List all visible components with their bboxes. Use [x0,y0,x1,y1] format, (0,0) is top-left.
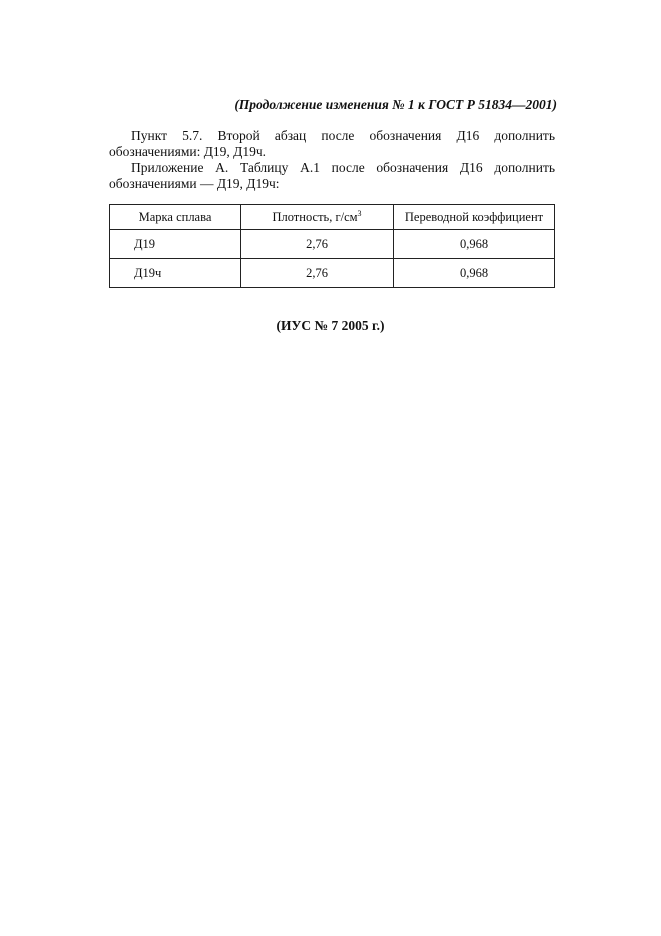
document-footer: (ИУС № 7 2005 г.) [276,318,385,333]
paragraph-clause-5-7: Пункт 5.7. Второй абзац после обозначения Д16 дополнить обозначениями: Д19, Д19ч. [109,128,555,159]
alloy-table [109,204,555,288]
header-grade: Марка сплава [110,205,241,230]
cell-coefficient: 0,968 [394,230,555,259]
header-density-superscript: 3 [357,208,362,218]
paragraph-appendix-a: Приложение А. Таблицу А.1 после обозначения Д16 дополнить обозначениями — Д19, Д19ч: [109,160,555,191]
cell-coefficient: 0,968 [394,259,555,288]
cell-grade: Д19ч [110,259,241,288]
header-density [241,205,394,230]
table-row [110,259,555,288]
header-density-label: Плотность, г/см [272,209,358,224]
table-row [110,230,555,259]
table-header-row [110,205,555,230]
cell-density: 2,76 [241,259,394,288]
cell-density: 2,76 [241,230,394,259]
cell-grade: Д19 [110,230,241,259]
document-header: (Продолжение изменения № 1 к ГОСТ Р 51834—2001) [234,97,557,112]
header-coefficient: Переводной коэффициент [394,205,555,230]
